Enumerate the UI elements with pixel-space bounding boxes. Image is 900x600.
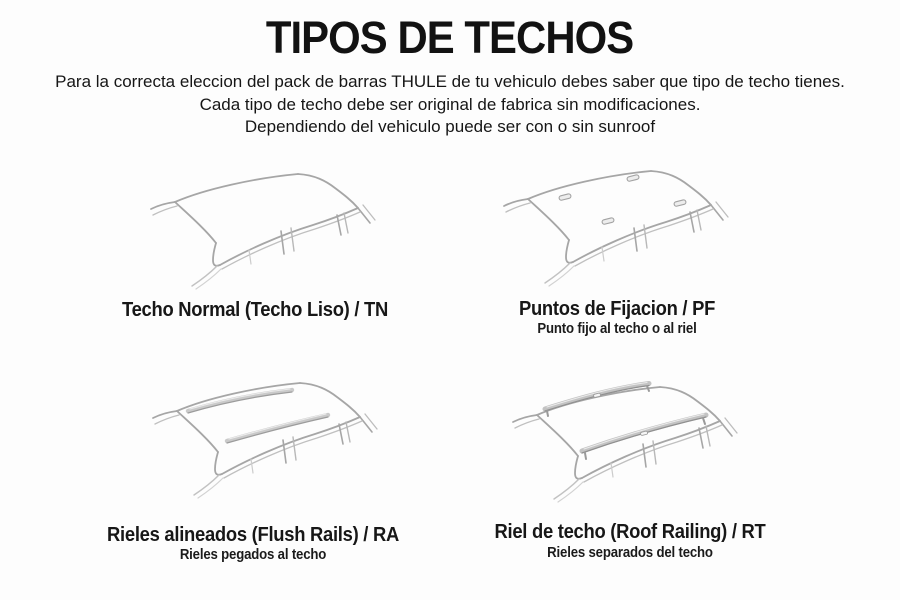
roof-type-label-pf: Puntos de Fijacion / PF	[518, 298, 716, 320]
roof-type-label-ra: Rieles alineados (Flush Rails) / RA	[107, 524, 399, 546]
page-title-text: TIPOS DE TECHOS	[266, 12, 634, 63]
roof-type-card-ra	[33, 372, 473, 568]
roof-type-label-tn: Techo Normal (Techo Liso) / TN	[121, 299, 389, 321]
intro-paragraph	[0, 71, 900, 139]
intro-line-1: Para la correcta eleccion del pack de barras THULE de tu vehiculo debes saber que tipo de techo tienes.	[55, 72, 845, 91]
intro-line-3: Dependiendo del vehiculo puede ser con o sin sunroof	[244, 117, 656, 136]
smooth-roof-illustration	[145, 165, 390, 300]
intro-line-2: Cada tipo de techo debe ser original de fabrica sin modificaciones.	[199, 94, 701, 114]
roof-type-card-pf	[397, 158, 837, 340]
flush-rails	[188, 389, 328, 443]
roof-type-sublabel-pf: Punto fijo al techo o al riel	[537, 320, 697, 337]
raised-rails	[545, 383, 706, 460]
fixation-points-roof-illustration	[498, 162, 743, 297]
fixation-pads	[559, 174, 687, 224]
roof-type-sublabel-rt: Rieles separados del techo	[547, 544, 713, 561]
raised-roof-railing-illustration	[507, 378, 752, 513]
roof-type-label-rt: Riel de techo (Roof Railing) / RT	[494, 521, 766, 543]
flush-rails-roof-illustration	[147, 374, 392, 509]
roof-type-card-rt	[410, 376, 850, 568]
roof-type-sublabel-ra: Rieles pegados al techo	[179, 546, 327, 563]
page-title	[0, 12, 900, 64]
